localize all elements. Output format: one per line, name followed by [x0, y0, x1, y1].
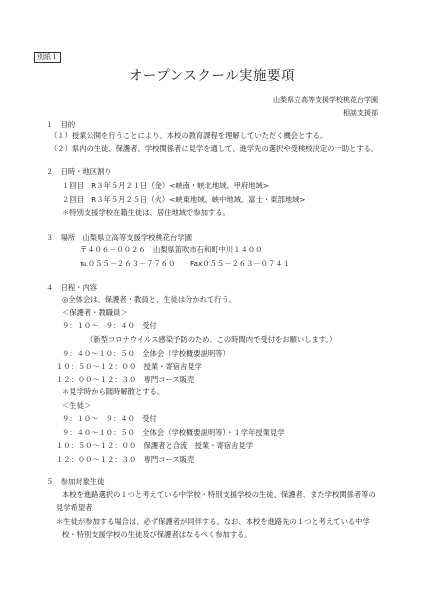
address-line: 〒４０６－００２６ 山梨県笛吹市石和町中川１４００ [80, 245, 263, 254]
section-3-heading: ３ 場所 山梨県立高等支援学校桃花台学園 [46, 233, 192, 242]
schedule-line: １０：５０～１２：００ 授業・寄宿舎見学 [56, 362, 202, 371]
section-1-line: （２）県内の生徒、保護者、学校関係者に見学を通して、進学先の選択や受検校決定の一助とする。 [50, 144, 379, 153]
page-title: オープンスクール実施要項 [128, 68, 296, 84]
section-2-line: １回目 R３年５月２１日（金）<峡南・峡北地域、甲府地域> [62, 181, 270, 190]
section-5-line: 見学希望者 [56, 503, 93, 512]
section-4-heading: ４ 日程・内容 [46, 283, 98, 292]
schedule-line: ９：１０～ ９：４０ 受付 [62, 321, 157, 330]
section-5-note: ＊生徒が参加する場合は、必ず保護者が同伴する。なお、本校を進路先の１つと考えている中学 [56, 517, 370, 526]
section-5-note: 校・特別支援学校の生徒及び保護者はなるべく参加する。 [62, 530, 252, 539]
section-1-heading: １ 目的 [46, 120, 76, 129]
section-5-line: 本校を進路選択の１つと考えている中学校・特別支援学校の生徒、保護者、また学校関係者等の [62, 490, 376, 499]
group-label-parents: ＜保護者・教職員＞ [62, 308, 128, 317]
attachment-label: 別紙１ [34, 52, 61, 63]
group-label-students: ＜生徒＞ [62, 401, 92, 410]
schedule-line: １０：５０～１２：００ 保護者と合流 授業・寄宿舎見学 [56, 441, 254, 450]
schedule-line: ９：４０～１０：５０ 全体会（学校概要説明等）・１学年授業見学 [62, 428, 285, 437]
schedule-note: （新型コロナウイルス感染予防のため、この時間内で受付をお願いします。） [86, 335, 337, 344]
department-name: 相談支援部 [343, 109, 378, 117]
organization-name: 山梨県立高等支援学校桃花台学園 [273, 96, 378, 104]
section-2-heading: ２ 日時・地区割り [46, 167, 112, 176]
section-5-heading: ５ 参加対象生徒 [46, 477, 105, 486]
schedule-line: １２：００～１２：３０ 専門コース販売 [56, 375, 195, 384]
section-1-line: （１）授業公開を行うことにより、本校の教育課程を理解していただく機会とする。 [50, 131, 328, 140]
section-2-note: ＊特別支援学校在籍生徒は、居住地域で参加する。 [62, 208, 230, 217]
schedule-line: ９：４０～１０：５０ 全体会（学校概要説明等） [62, 349, 230, 358]
schedule-note: ＊見学時から随時解散とする。 [62, 387, 165, 396]
section-2-line: ２回目 R３年５月２５日（火）<峡東地域、峡中地域、富士・東部地域> [62, 195, 306, 204]
phone-fax-line: ℡０５５－２６３－７７６０ Fax０５５－２６３－０７４１ [80, 259, 290, 268]
schedule-line: １２：００～１２：３０ 専門コース販売 [56, 455, 195, 464]
section-4-intro: ◎全体会は、保護者・教員と、生徒は分かれて行う。 [62, 295, 237, 304]
schedule-line: ９：１０～ ９：４０ 受付 [62, 414, 157, 423]
